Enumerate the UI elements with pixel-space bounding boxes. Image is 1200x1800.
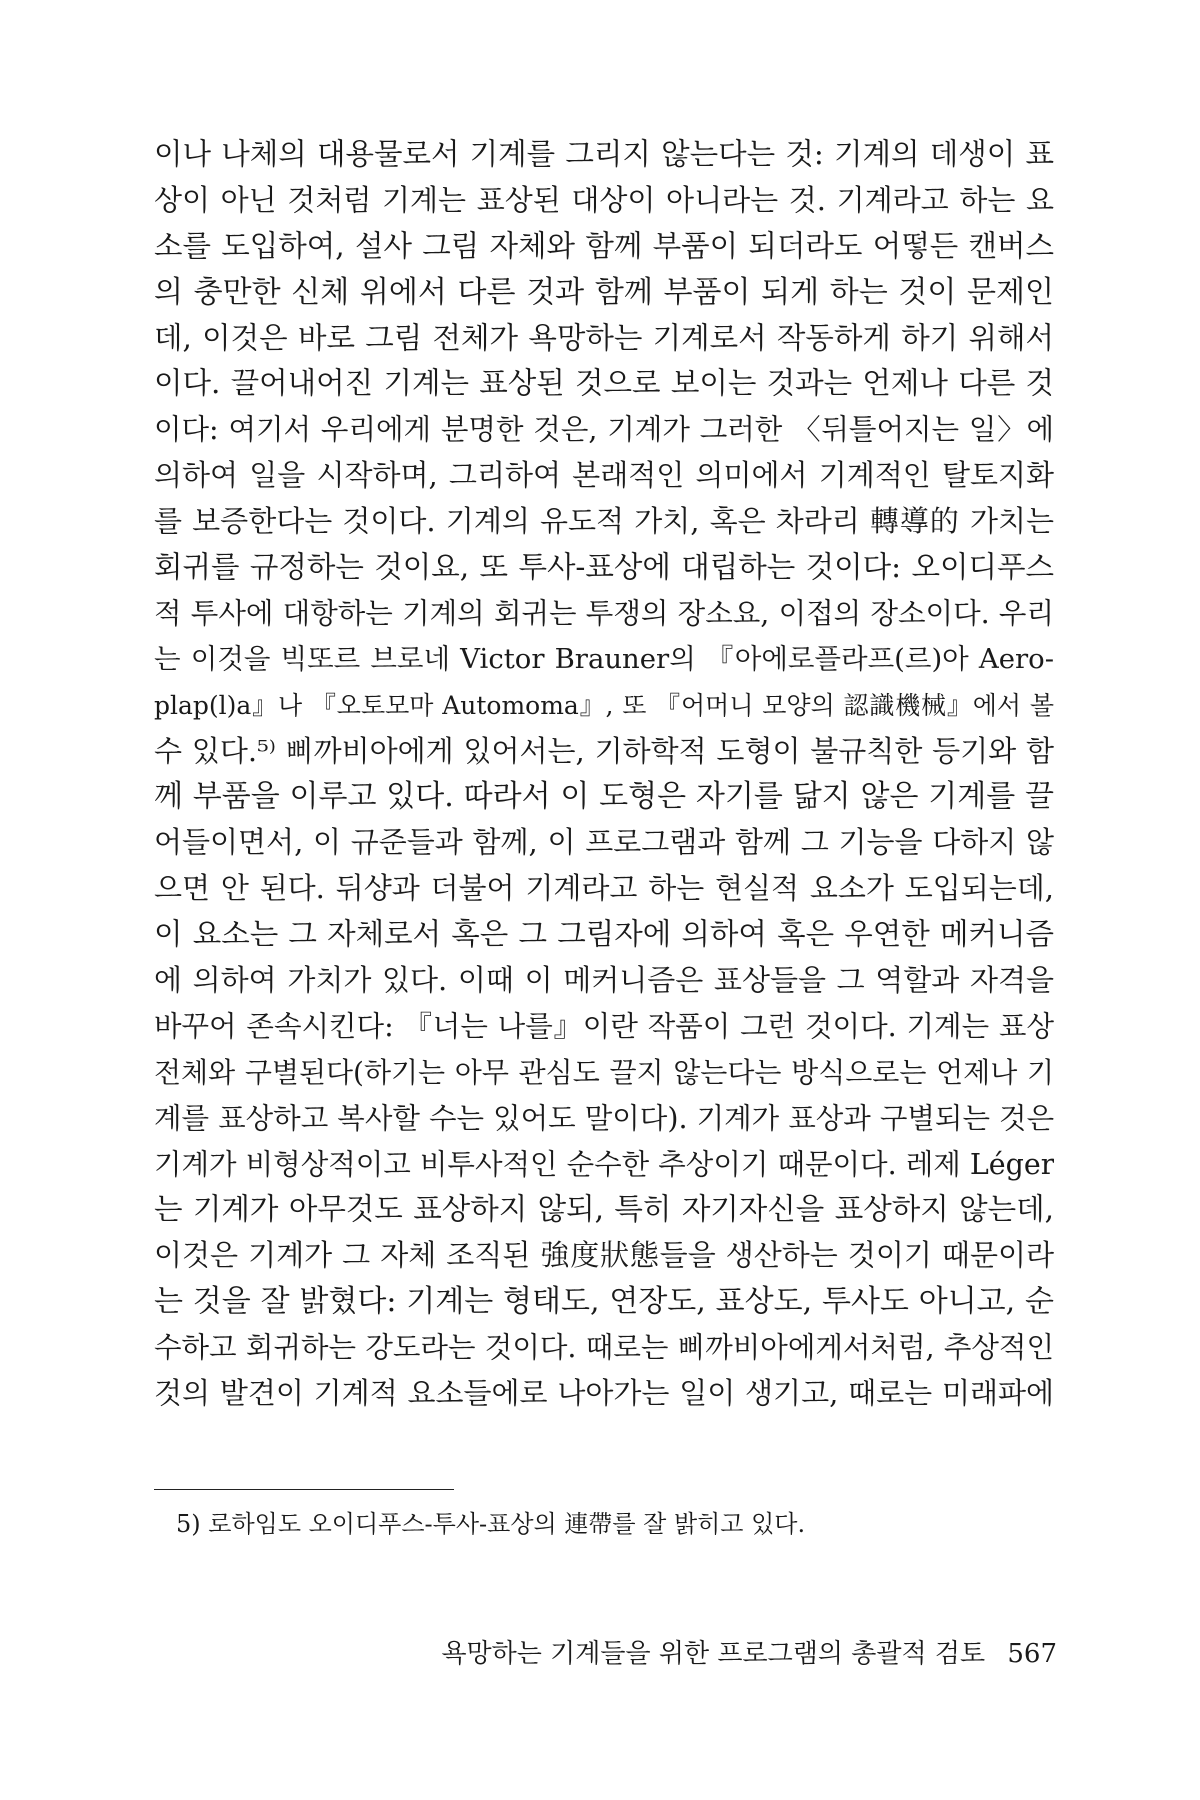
text-line: 것의 발견이 기계적 요소들에로 나아가는 일이 생기고, 때로는 미래파에 <box>154 1376 1054 1411</box>
text-line: 바꾸어 존속시킨다: 『너는 나를』이란 작품이 그런 것이다. 기계는 표상 <box>154 1009 1054 1043</box>
text-line: 는 이것을 빅또르 브로네 Victor Brauner의 『아에로플라프(르)아 Aero- <box>154 642 1054 675</box>
text-line: 의하여 일을 시작하며, 그리하여 본래적인 의미에서 기계적인 탈토지화 <box>154 458 1054 493</box>
text-line: 이다: 여기서 우리에게 분명한 것은, 기계가 그러한 〈뒤틀어지는 일〉에 <box>154 413 1054 447</box>
page-number: 567 <box>1007 1639 1057 1669</box>
text-line: 는 기계가 아무것도 표상하지 않되, 특히 자기자신을 표상하지 않는데, <box>154 1192 1054 1227</box>
text-line: 소를 도입하여, 설사 그림 자체와 함께 부품이 되더라도 어떻든 캔버스 <box>154 228 1054 263</box>
text-line: 적 투사에 대항하는 기계의 회귀는 투쟁의 장소요, 이접의 장소이다. 우리 <box>154 596 1054 630</box>
page-footer <box>441 1637 1057 1671</box>
text-line: 회귀를 규정하는 것이요, 또 투사-표상에 대립하는 것이다: 오이디푸스 <box>154 550 1054 585</box>
text-line: 이 요소는 그 자체로서 혹은 그 그림자에 의하여 혹은 우연한 메커니즘 <box>154 917 1054 952</box>
text-line: 에 의하여 가치가 있다. 이때 이 메커니즘은 표상들을 그 역할과 자격을 <box>154 963 1054 998</box>
text-line: 수하고 회귀하는 강도라는 것이다. 때로는 삐까비아에게서처럼, 추상적인 <box>154 1331 1054 1365</box>
running-title: 욕망하는 기계들을 위한 프로그램의 총괄적 검토 <box>441 1639 986 1669</box>
text-line: 데, 이것은 바로 그림 전체가 욕망하는 기계로서 작동하게 하기 위해서 <box>154 320 1054 355</box>
text-line: plap(l)a』나 『오토모마 Automoma』, 또 『어머니 모양의 認識機械』에서 볼 <box>154 690 1054 720</box>
text-line: 의 충만한 신체 위에서 다른 것과 함께 부품이 되게 하는 것이 문제인 <box>154 274 1054 310</box>
text-line: 기계가 비형상적이고 비투사적인 순수한 추상이기 때문이다. 레제 Léger <box>154 1147 1054 1181</box>
footnote: 5) 로하임도 오이디푸스-투사-표상의 連帶를 잘 밝히고 있다. <box>176 1510 806 1538</box>
text-line: 이나 나체의 대용물로서 기계를 그리지 않는다는 것: 기계의 데생이 표 <box>154 137 1054 171</box>
text-line: 이것은 기계가 그 자체 조직된 強度狀態들을 생산하는 것이기 때문이라 <box>154 1238 1054 1273</box>
text-line: 계를 표상하고 복사할 수는 있어도 말이다). 기계가 표상과 구별되는 것은 <box>154 1101 1054 1135</box>
text-line: 를 보증한다는 것이다. 기계의 유도적 가치, 혹은 차라리 轉導的 가치는 <box>154 504 1054 539</box>
text-line: 상이 아닌 것처럼 기계는 표상된 대상이 아니라는 것. 기계라고 하는 요 <box>154 182 1054 217</box>
text-line: 께 부품을 이루고 있다. 따라서 이 도형은 자기를 닮지 않은 기계를 끌 <box>154 779 1054 815</box>
text-line: 어들이면서, 이 규준들과 함께, 이 프로그램과 함께 그 기능을 다하지 않 <box>154 825 1054 860</box>
text-line: 수 있다.⁵⁾ 삐까비아에게 있어서는, 기하학적 도형이 불규칙한 등기와 함 <box>154 733 1054 768</box>
body-text <box>154 132 1054 1417</box>
text-line: 는 것을 잘 밝혔다: 기계는 형태도, 연장도, 표상도, 투사도 아니고, 순 <box>154 1284 1054 1320</box>
text-line: 이다. 끌어내어진 기계는 표상된 것으로 보이는 것과는 언제나 다른 것 <box>154 366 1054 401</box>
text-line: 전체와 구별된다(하기는 아무 관심도 끌지 않는다는 방식으로는 언제나 기 <box>154 1055 1054 1089</box>
text-line: 으면 안 된다. 뒤샹과 더불어 기계라고 하는 현실적 요소가 도입되는데, <box>154 871 1054 906</box>
footnote-divider <box>154 1489 454 1490</box>
